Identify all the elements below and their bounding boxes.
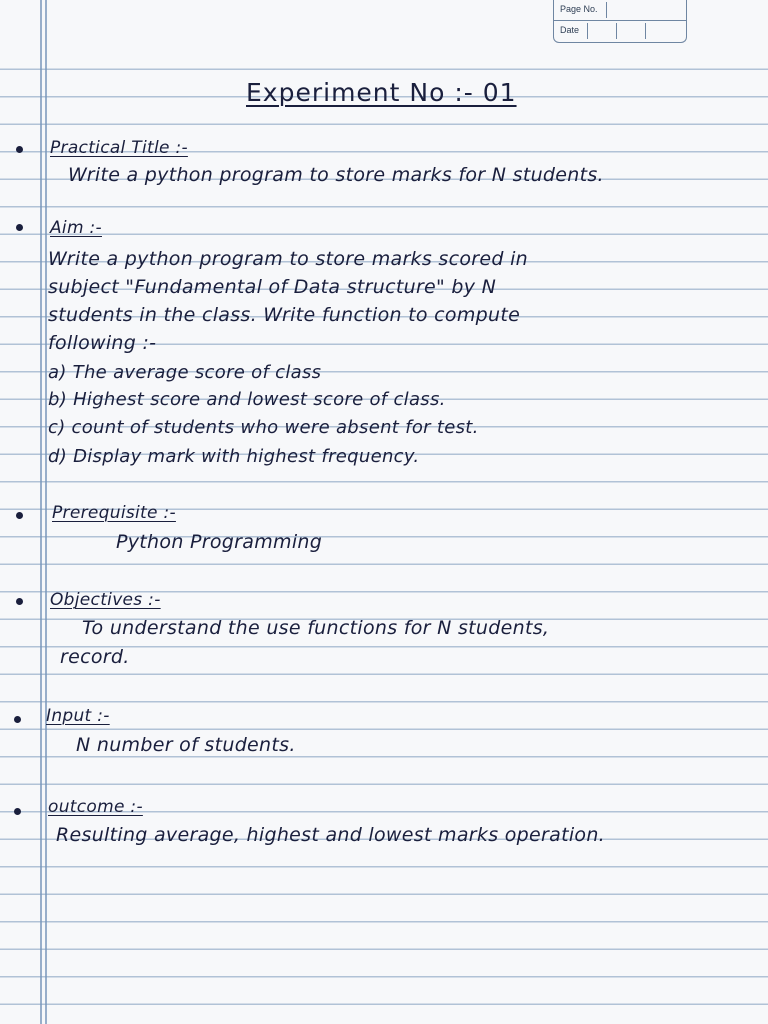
aim-line: students in the class. Write function to compute — [48, 304, 521, 326]
aim-item-d: d) Display mark with highest frequency. — [48, 446, 420, 467]
page-no-row — [554, 0, 686, 21]
bullet — [16, 146, 23, 153]
date-label: Date — [560, 25, 580, 35]
prerequisite-line: Python Programming — [116, 531, 323, 553]
outcome-heading: outcome :- — [48, 797, 143, 817]
aim-line: subject "Fundamental of Data structure" by N — [48, 276, 497, 298]
margin-line-right — [45, 0, 47, 1024]
page-title: Experiment No :- 01 — [246, 78, 517, 107]
bullet — [14, 716, 21, 723]
input-line: N number of students. — [76, 734, 296, 756]
aim-item-b: b) Highest score and lowest score of class. — [48, 389, 446, 410]
page-no-label: Page No. — [560, 4, 598, 14]
aim-item-a: a) The average score of class — [48, 362, 322, 383]
margin-line-left — [40, 0, 42, 1024]
aim-item-c: c) count of students who were absent for test. — [48, 417, 479, 438]
practical-title-line: Write a python program to store marks for N students. — [68, 164, 604, 186]
aim-line: Write a python program to store marks scored in — [48, 248, 528, 270]
bullet — [16, 598, 23, 605]
aim-heading: Aim :- — [50, 218, 102, 238]
aim-line: following :- — [48, 332, 157, 354]
input-heading: Input :- — [46, 706, 110, 726]
date-row — [554, 21, 686, 41]
objectives-line: To understand the use functions for N students, — [82, 617, 550, 639]
bullet — [16, 512, 23, 519]
objectives-line: record. — [60, 646, 130, 668]
page-number-box — [553, 0, 687, 43]
practical-title-heading: Practical Title :- — [50, 138, 188, 158]
bullet — [16, 224, 23, 231]
objectives-heading: Objectives :- — [50, 590, 161, 610]
bullet — [14, 808, 21, 815]
prerequisite-heading: Prerequisite :- — [52, 503, 176, 523]
outcome-line: Resulting average, highest and lowest marks operation. — [56, 824, 606, 846]
